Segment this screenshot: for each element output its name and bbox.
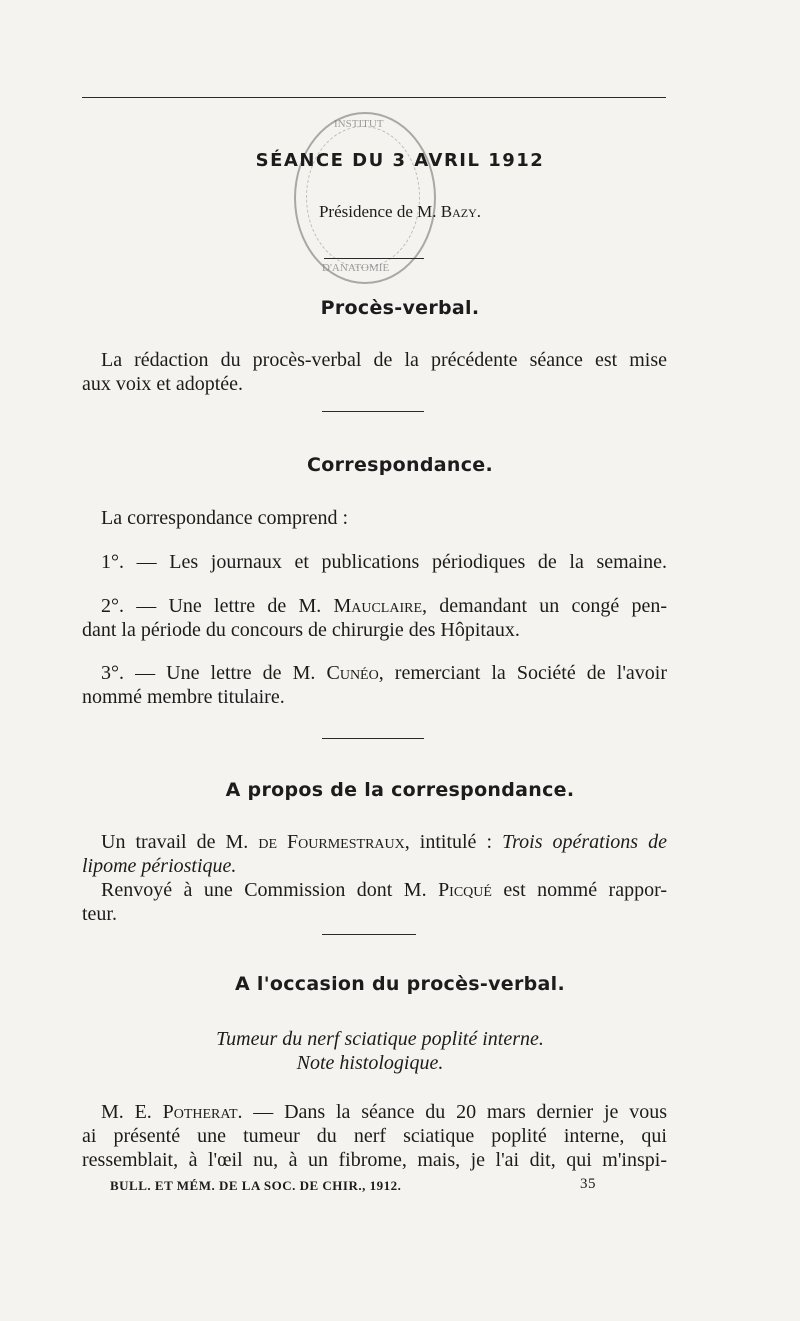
item-3-text-a: 3°. — Une lettre de M.	[101, 662, 316, 684]
section-title-proces-verbal: Procès-verbal.	[320, 297, 480, 319]
section-title-correspondance: Correspondance.	[307, 454, 493, 476]
section-title-a-propos: A propos de la correspondance.	[225, 779, 575, 801]
correspondance-item-2-line-1	[101, 595, 667, 618]
item-3-text-b: , remerciant la Société de l'avoir	[378, 662, 668, 684]
item-2-text-b: , demandant un congé pen-	[422, 595, 667, 617]
presidence-line	[0, 202, 800, 222]
top-rule	[82, 97, 666, 98]
a-propos-line-1	[101, 831, 667, 854]
proces-verbal-line-2: aux voix et adoptée.	[82, 373, 244, 395]
presidence-prefix: Présidence de M.	[318, 202, 437, 221]
president-name: Bazy	[440, 202, 477, 221]
rule-after-proces-verbal	[322, 411, 424, 412]
rule-after-a-propos	[322, 934, 416, 935]
occasion-speaker-name: Potherat	[162, 1101, 238, 1123]
section-title-occasion: A l'occasion du procès-verbal.	[235, 973, 565, 995]
correspondance-item-3-line-2: nommé membre titulaire.	[82, 686, 285, 708]
a-propos-line-3	[101, 879, 667, 902]
occasion-subtitle-1: Tumeur du nerf sciatique poplité interne.	[216, 1028, 544, 1050]
a-propos-rapporteur-name: Picqué	[438, 879, 492, 901]
occasion-subtitle-2: Note histologique.	[296, 1052, 444, 1074]
occasion-line-1	[101, 1101, 667, 1124]
a-propos-text-d: est nommé rappor-	[491, 879, 667, 901]
correspondance-item-1: 1°. — Les journaux et publications périodiques de la semaine.	[101, 551, 667, 573]
rule-under-presidence	[324, 258, 424, 259]
occasion-line-3: ressemblait, à l'œil nu, à un fibrome, mais, je l'ai dit, qui m'inspi-	[82, 1149, 667, 1171]
a-propos-line-4: teur.	[82, 903, 117, 925]
stamp-top-text: INSTITUT	[334, 118, 384, 130]
session-title: SÉANCE DU 3 AVRIL 1912	[255, 150, 545, 171]
correspondance-intro: La correspondance comprend :	[101, 507, 349, 529]
a-propos-work-title: Trois opérations de	[502, 831, 667, 853]
a-propos-text-b: , intitulé :	[404, 831, 503, 853]
footer-journal: BULL. ET MÉM. DE LA SOC. DE CHIR., 1912.	[110, 1178, 402, 1193]
correspondance-item-2-line-2: dant la période du concours de chirurgie des Hôpitaux.	[82, 619, 520, 641]
occasion-line-2: ai présenté une tumeur du nerf sciatique poplité interne, qui	[82, 1125, 667, 1147]
item-3-name: Cunéo	[326, 662, 379, 684]
occasion-text-b: . — Dans la séance du 20 mars dernier je vous	[237, 1101, 667, 1123]
a-propos-text-a: Un travail de M.	[101, 831, 259, 853]
stamp-bottom-text: D'ANATOMIE	[322, 262, 390, 274]
a-propos-author-name: de Fourmestraux	[258, 831, 405, 853]
proces-verbal-line-1: La rédaction du procès-verbal de la précédente séance est mise	[101, 349, 667, 371]
rule-after-correspondance	[322, 738, 424, 739]
a-propos-text-c: Renvoyé à une Commission dont M.	[101, 879, 439, 901]
library-stamp-inner-ring	[306, 126, 420, 268]
item-2-text-a: 2°. — Une lettre de M.	[101, 595, 322, 617]
a-propos-line-2: lipome périostique.	[82, 855, 237, 877]
item-2-name: Mauclaire	[333, 595, 423, 617]
presidence-period: .	[476, 202, 482, 221]
footer-page-number: 35	[580, 1176, 596, 1192]
occasion-text-a: M. E.	[101, 1101, 163, 1123]
correspondance-item-3-line-1	[101, 662, 667, 685]
